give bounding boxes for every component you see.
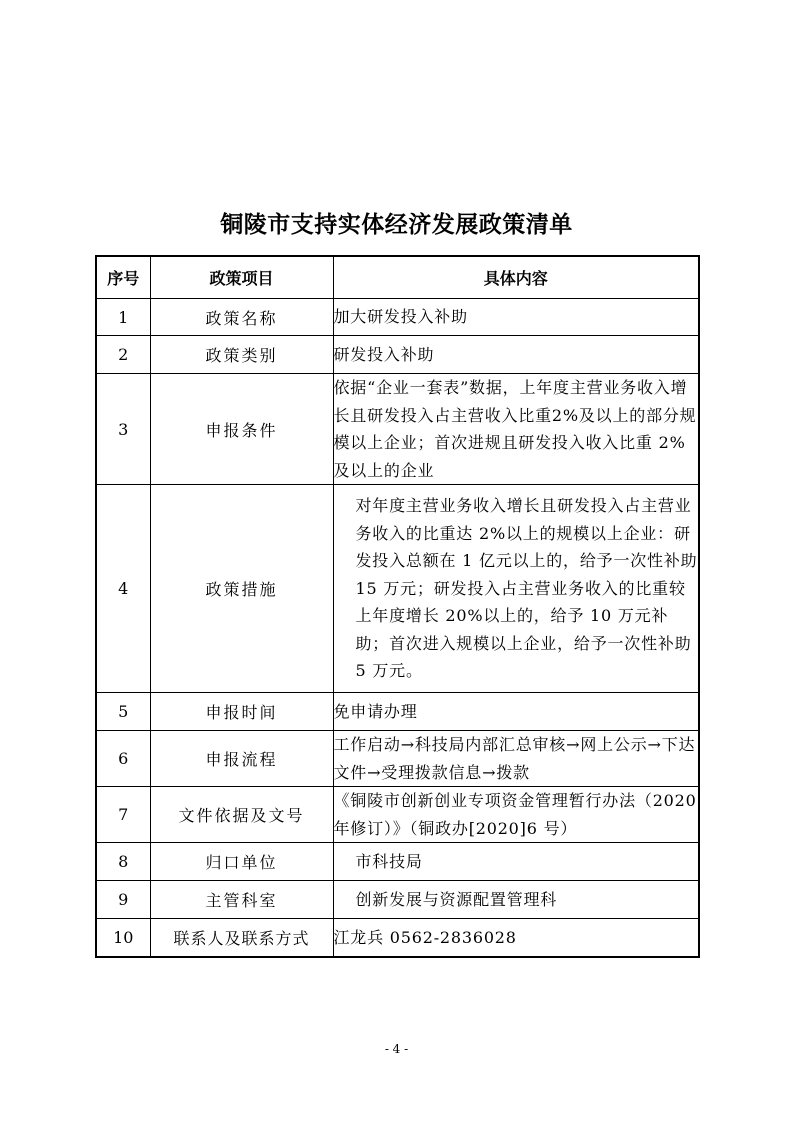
- row-content: 市科技局: [333, 843, 699, 881]
- row-seq: 7: [96, 787, 150, 843]
- header-item: 政策项目: [150, 256, 333, 299]
- row-item: 申报条件: [150, 374, 333, 485]
- row-seq: 6: [96, 731, 150, 787]
- table-row: [96, 731, 699, 787]
- table-row: [96, 919, 699, 957]
- row-content: 依据“企业一套表”数据，上年度主营业务收入增长且研发投入占主营收入比重2%及以上的部分规模以上企业；首次进规且研发投入收入比重 2%及以上的企业: [333, 374, 699, 485]
- row-content: 江龙兵 0562-2836028: [333, 919, 699, 957]
- table-row: [96, 843, 699, 881]
- page-number: - 4 -: [384, 1042, 409, 1056]
- row-item: 政策类别: [150, 336, 333, 374]
- row-item: 归口单位: [150, 843, 333, 881]
- row-item: 政策名称: [150, 299, 333, 336]
- row-item: 主管科室: [150, 881, 333, 919]
- row-seq: 9: [96, 881, 150, 919]
- row-item: 申报时间: [150, 693, 333, 731]
- document-title: 铜陵市支持实体经济发展政策清单: [220, 212, 573, 238]
- row-seq: 3: [96, 374, 150, 485]
- row-content: 对年度主营业务收入增长且研发投入占主营业务收入的比重达 2%以上的规模以上企业：研发投入总额在 1 亿元以上的，给予一次性补助 15 万元；研发投入占主营业务收入的比重较上年度增长 20%以上的，给予 10 万元补助；首次进入规模以上企业，给予一次性补助 5 万元。: [333, 485, 699, 693]
- row-content: 工作启动→科技局内部汇总审核→网上公示→下达文件→受理拨款信息→拨款: [333, 731, 699, 787]
- header-seq: 序号: [96, 256, 150, 299]
- row-seq: 8: [96, 843, 150, 881]
- row-seq: 1: [96, 299, 150, 336]
- row-content: 免申请办理: [333, 693, 699, 731]
- policy-table: [95, 255, 700, 958]
- row-seq: 2: [96, 336, 150, 374]
- row-item: 申报流程: [150, 731, 333, 787]
- row-content: 研发投入补助: [333, 336, 699, 374]
- table-row: [96, 881, 699, 919]
- row-content: 《铜陵市创新创业专项资金管理暂行办法（2020 年修订）》（铜政办[2020]6 号）: [333, 787, 699, 843]
- table-row: [96, 299, 699, 336]
- row-item: 政策措施: [150, 485, 333, 693]
- table-row: [96, 693, 699, 731]
- row-seq: 4: [96, 485, 150, 693]
- row-item: 文件依据及文号: [150, 787, 333, 843]
- row-seq: 10: [96, 919, 150, 957]
- table-row: [96, 787, 699, 843]
- row-item: 联系人及联系方式: [150, 919, 333, 957]
- table-header-row: [96, 256, 699, 299]
- row-content: 加大研发投入补助: [333, 299, 699, 336]
- row-content: 创新发展与资源配置管理科: [333, 881, 699, 919]
- table-row: [96, 485, 699, 693]
- row-seq: 5: [96, 693, 150, 731]
- table-row: [96, 374, 699, 485]
- table-row: [96, 336, 699, 374]
- header-content: 具体内容: [333, 256, 699, 299]
